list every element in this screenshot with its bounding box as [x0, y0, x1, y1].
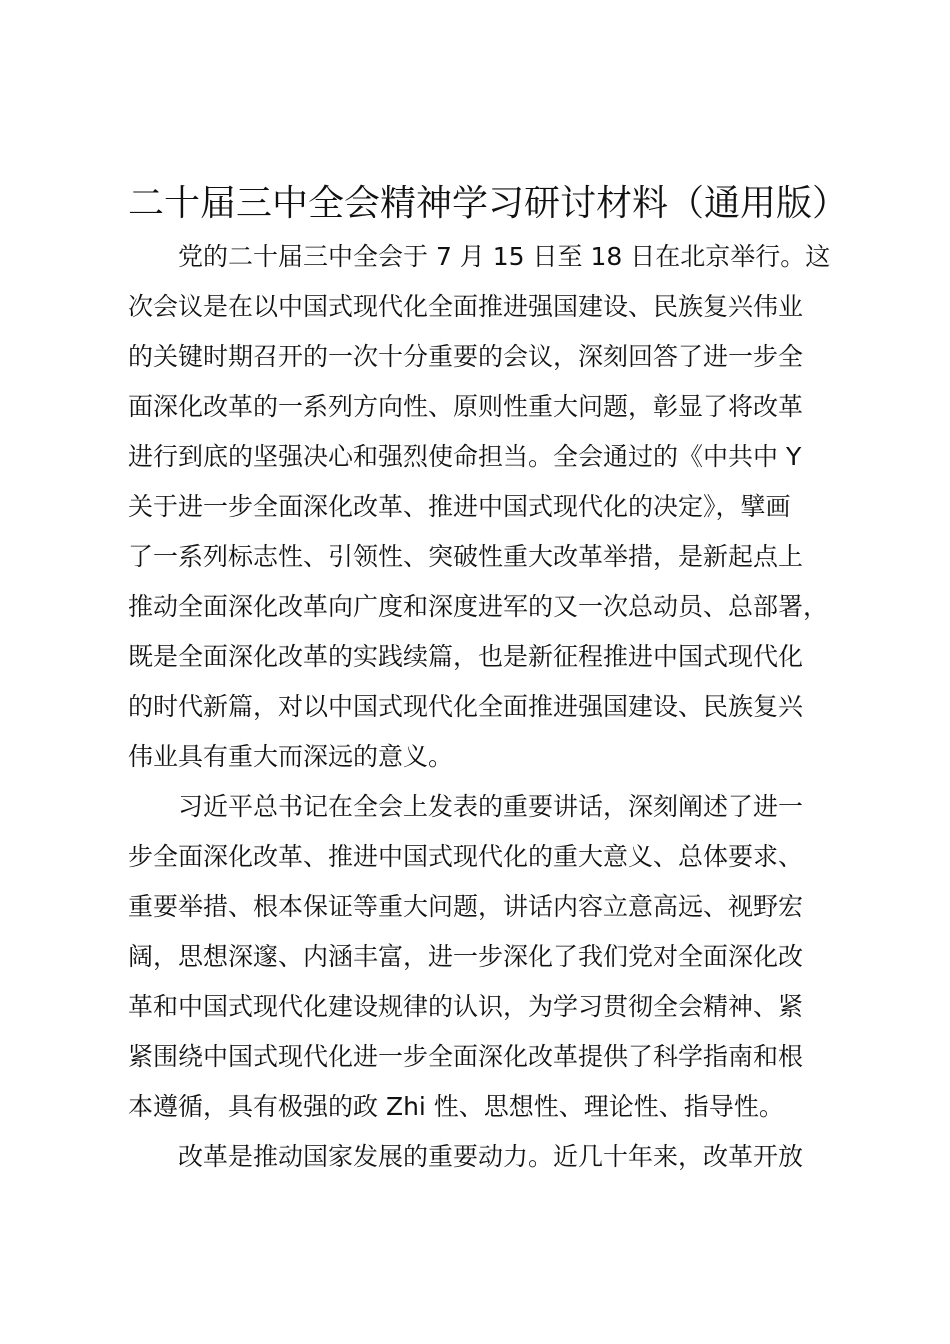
paragraph-line: 推动全面深化改革向广度和深度进军的又一次总动员、总部署， — [128, 592, 829, 621]
paragraph-line: 改革是推动国家发展的重要动力。近几十年来，改革开放 — [178, 1142, 804, 1171]
paragraph-line: 革和中国式现代化建设规律的认识，为学习贯彻全会精神、紧 — [128, 992, 804, 1021]
paragraph-line: 关于进一步全面深化改革、推进中国式现代化的决定》，擘画 — [128, 492, 791, 521]
paragraph-line: 了一系列标志性、引领性、突破性重大改革举措，是新起点上 — [128, 542, 804, 571]
paragraph-line: 进行到底的坚强决心和强烈使命担当。全会通过的《中共中 Y — [128, 442, 802, 471]
paragraph-line: 面深化改革的一系列方向性、原则性重大问题，彰显了将改革 — [128, 392, 804, 421]
paragraph-line: 的关键时期召开的一次十分重要的会议，深刻回答了进一步全 — [128, 342, 804, 371]
paragraph-2 — [128, 782, 838, 1132]
paragraph-line: 本遵循，具有极强的政 Zhi 性、思想性、理论性、指导性。 — [128, 1092, 784, 1121]
document-title: 二十届三中全会精神学习研讨材料（通用版） — [128, 183, 849, 224]
paragraph-line: 次会议是在以中国式现代化全面推进强国建设、民族复兴伟业 — [128, 292, 804, 321]
paragraph-line: 党的二十届三中全会于 7 月 15 日至 18 日在北京举行。这 — [178, 242, 831, 271]
paragraph-line: 阔，思想深邃、内涵丰富，进一步深化了我们党对全面深化改 — [128, 942, 804, 971]
paragraph-1 — [128, 232, 838, 782]
document-body — [128, 232, 838, 1182]
paragraph-3 — [128, 1132, 838, 1182]
paragraph-line: 习近平总书记在全会上发表的重要讲话，深刻阐述了进一 — [178, 792, 804, 821]
paragraph-line: 的时代新篇，对以中国式现代化全面推进强国建设、民族复兴 — [128, 692, 804, 721]
paragraph-line: 步全面深化改革、推进中国式现代化的重大意义、总体要求、 — [128, 842, 804, 871]
paragraph-line: 紧围绕中国式现代化进一步全面深化改革提供了科学指南和根 — [128, 1042, 804, 1071]
paragraph-line: 既是全面深化改革的实践续篇，也是新征程推进中国式现代化 — [128, 642, 804, 671]
paragraph-line: 重要举措、根本保证等重大问题，讲话内容立意高远、视野宏 — [128, 892, 804, 921]
paragraph-line: 伟业具有重大而深远的意义。 — [128, 742, 454, 771]
